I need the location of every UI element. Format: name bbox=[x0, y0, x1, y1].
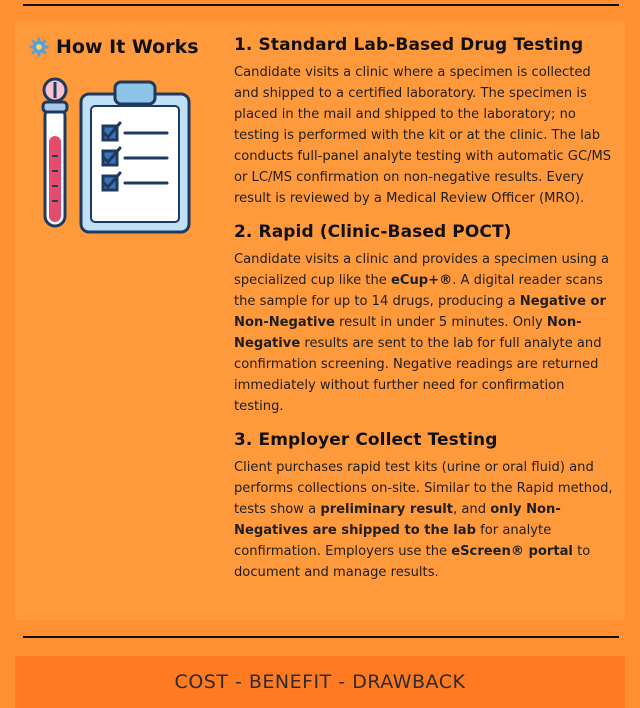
gear-icon bbox=[28, 36, 50, 58]
how-it-works-content bbox=[234, 34, 618, 595]
how-it-works-heading bbox=[28, 36, 199, 58]
body-text: , and bbox=[453, 502, 491, 517]
bold-text: preliminary result bbox=[320, 502, 454, 517]
bold-text: Negative or Non-Negative bbox=[234, 294, 606, 330]
section-body bbox=[234, 249, 618, 417]
body-text: result in under 5 minutes. Only bbox=[334, 315, 547, 330]
body-text: . A digital reader scans the sample for up to 14 drugs, producing a bbox=[234, 273, 603, 309]
cost-bar-label: COST - BENEFIT - DRAWBACK bbox=[174, 671, 466, 693]
body-text: Client purchases rapid test kits (urine or oral fluid) and performs collections on-site. Similar to the Rapid method, tests show a bbox=[234, 460, 613, 517]
body-text: Candidate visits a clinic where a specimen is collected and shipped to a certified laboratory. The specimen is placed in the mail and shipped to the laboratory; no testing is performed with the kit or at the clinic. The lab conducts full-panel analyte testing with automatic GC/MS or LC/MS confirmation on non-negative results. Every result is reviewed by a Medical Review Officer (MRO). bbox=[234, 65, 612, 206]
bold-text: Non-Negative bbox=[234, 315, 582, 351]
clipboard-icon bbox=[81, 82, 189, 232]
heading-title: How It Works bbox=[56, 36, 199, 58]
section-employer-collect bbox=[234, 429, 618, 583]
section-standard-lab bbox=[234, 34, 618, 209]
body-text: for analyte confirmation. Employers use the bbox=[234, 523, 552, 559]
bold-text: only Non-Negatives are shipped to the lab bbox=[234, 502, 561, 538]
cost-benefit-drawback-banner[interactable] bbox=[15, 656, 625, 708]
section-body bbox=[234, 62, 618, 209]
test-tube-icon bbox=[43, 79, 67, 226]
body-text: to document and manage results. bbox=[234, 544, 591, 580]
body-text: Candidate visits a clinic and provides a specimen using a specialized cup like the bbox=[234, 252, 610, 288]
section-title: 3. Employer Collect Testing bbox=[234, 430, 498, 450]
bold-text: eCup+® bbox=[390, 273, 453, 288]
section-title: 2. Rapid (Clinic-Based POCT) bbox=[234, 222, 512, 242]
section-body bbox=[234, 457, 618, 583]
section-rapid-poct bbox=[234, 221, 618, 417]
lab-test-clipboard-icon bbox=[37, 76, 197, 246]
bottom-divider bbox=[23, 636, 619, 638]
bold-text: eScreen® portal bbox=[451, 544, 573, 559]
top-divider bbox=[23, 4, 619, 6]
body-text: results are sent to the lab for full analyte and confirmation screening. Negative readings are returned immediately without further need for confirmation testing. bbox=[234, 336, 602, 414]
section-title: 1. Standard Lab-Based Drug Testing bbox=[234, 35, 584, 55]
